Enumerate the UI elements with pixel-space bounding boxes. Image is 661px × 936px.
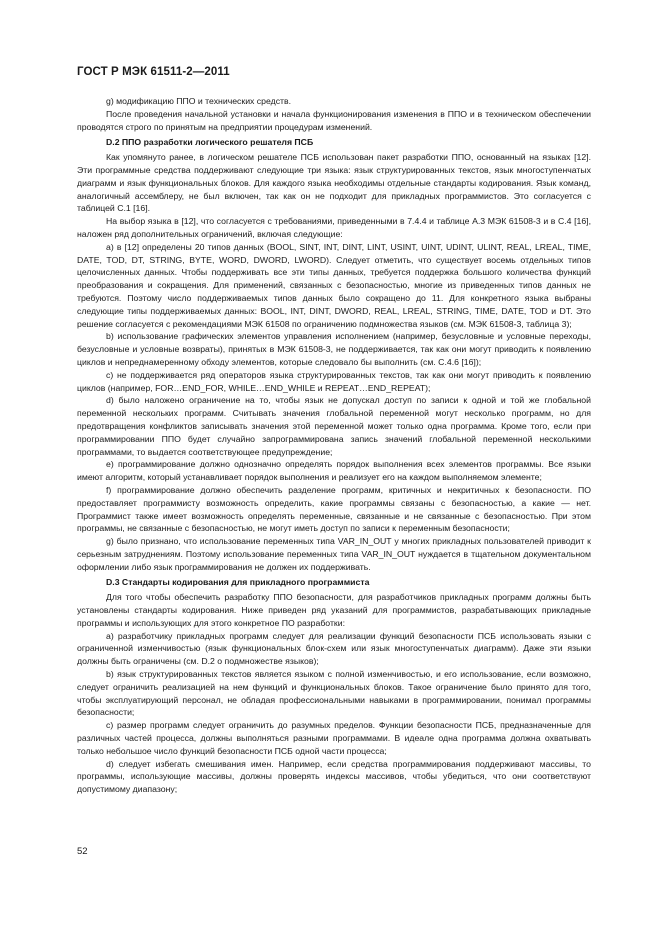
paragraph: g) было признано, что использование переменных типа VAR_IN_OUT у многих прикладных пользователей приводит к серьезным затруднениям. Поэтому использование переменных типа VAR_IN_OUT нуждается в тщательном документальном оформлении либо язык программирования не должен их поддерживать. xyxy=(77,536,591,572)
paragraph: d) следует избегать смешивания имен. Например, если средства программирования поддерживают массивы, то программы, использующие массивы, должны проверять индексы массивов, чтобы убедиться, что они соответствуют допустимому диапазону; xyxy=(77,758,591,795)
paragraph: После проведения начальной установки и начала функционирования изменения в ППО и в техническом обеспечении проводятся строго по принятым на предприятии процедурам изменений. xyxy=(77,108,591,132)
paragraph: d) было наложено ограничение на то, чтобы язык не допускал доступ по записи к одной и той же глобальной переменной нескольких программ. Считывать значения глобальной переменной могут несколько программ, но для предотвращения конфликтов записывать значения этой переменной может только одна программа. Кроме того, если при программировании ППО будет случайно запрограммирована запись значений глобальной переменной несколькими программами, то выдается соответствующее предупреждение; xyxy=(77,395,591,457)
paragraph: Для того чтобы обеспечить разработку ППО безопасности, для разработчиков прикладных программ должны быть установлены стандарты кодирования. Ниже приведен ряд указаний для программистов, разрабатывающих прикладные программы и использующих для этого конкретное ПО разработки: xyxy=(77,592,591,628)
paragraph: g) модификацию ППО и технических средств. xyxy=(106,96,292,106)
paragraph: f) программирование должно обеспечить разделение программ, критичных и некритичных к безопасности. ПО предоставляет программисту возможность определить, какие программы связаны с безопасностью, а какие — нет. Программист также имеет возможность определять переменные, связанные и не связанные с безопасностью. При этом программы, не связанные с безопасностью, не могут иметь доступ по записи к переменным безопасности; xyxy=(77,484,591,534)
document-body xyxy=(77,95,591,796)
section-heading: D.3 Стандарты кодирования для прикладного программиста xyxy=(106,577,370,588)
paragraph: a) в [12] определены 20 типов данных (BOOL, SINT, INT, DINT, LINT, USINT, UINT, UDINT, ULINT, REAL, LREAL, TIME, DATE, TOD, DT, STRING, BYTE, WORD, DWORD, LWORD). Следует отметить, что существует восемь отдельных типов целочисленных данных. Чтобы поддерживать все эти типы данных, требуется поддержка большого количества функций преобразования и сокращения. Для применений, связанных с безопасностью, многие из приведенных типов данных не требуются. Поэтому число поддерживаемых типов данных было сокращено до 11. Для конкретного языка выбраны следующие типы поддерживаемых данных: BOOL, INT, DINT, DWORD, REAL, LREAL, STRING, TIME, DATE, TOD и DT. Это решение согласуется с рекомендациями МЭК 61508 по ограничению подмножества языков (см. МЭК 61508-3, таблица 3); xyxy=(77,241,591,329)
paragraph: b) язык структурированных текстов является языком с полной изменчивостью, и его использование, если возможно, следует ограничить реализацией на нем функций и функциональных блоков. Такое ограничение было принято для того, чтобы эксплуатирующий персонал, не обладая профессиональными навыками в программировании, понимал программы безопасности; xyxy=(77,669,591,718)
paragraph: e) программирование должно однозначно определять порядок выполнения всех элементов программы. Все языки имеют алгоритм, который устанавливает порядок выполнения и реализует его на каждом выполняемом элементе; xyxy=(77,459,591,483)
paragraph: На выбор языка в [12], что согласуется с требованиями, приведенными в 7.4.4 и таблице А.3 МЭК 61508-3 и в С.4 [16], наложен ряд дополнительных ограничений, включая следующие: xyxy=(77,216,591,239)
document-header: ГОСТ Р МЭК 61511-2—2011 xyxy=(77,66,230,78)
section-heading: D.2 ППО разработки логического решателя ПСБ xyxy=(106,137,314,148)
paragraph: Как упомянуто ранее, в логическом решателе ПСБ использован пакет разработки ППО, основанный на языках [12]. Эти программные средства поддерживают следующие три языка: язык структурированных текстов, язык многоступенчатых диаграмм и язык функциональных блоков. Для каждого языка необходимы отдельные стандарты кодирования. Язык команд, аналогичный ассемблеру, не был включен, так как он не подходит для прикладных программистов. Это согласуется с таблицей С.1 [16]. xyxy=(77,152,591,214)
paragraph: b) использование графических элементов управления исполнением (например, безусловные и условные переходы, безусловные и условные возвраты), принятых в МЭК 61508-3, не поддерживается, так как они могут приводить к появлению циклов и непреднамеренному обходу элементов, которые следовало бы выполнить (см. С.4.6 [16]); xyxy=(77,331,591,367)
paragraph: c) размер программ следует ограничить до разумных пределов. Функции безопасности ПСБ, предназначенные для различных частей процесса, должны выполняться разными программами. В идеале одна программа должна охватывать только небольшое число функций безопасности ПСБ одной части процесса; xyxy=(77,720,591,756)
paragraph: a) разработчику прикладных программ следует для реализации функций безопасности ПСБ использовать языки с ограниченной изменчивостью (язык функциональных блок-схем или язык многоступенчатых диаграмм). Даже эти языки должны быть ограничены (см. D.2 о подмножестве языков); xyxy=(77,630,591,667)
page-number: 52 xyxy=(77,846,88,857)
paragraph: c) не поддерживается ряд операторов языка структурированных текстов, так как они могут приводить к появлению циклов (например, FOR…END_FOR, WHILE…END_WHILE и REPEAT…END_REPEAT); xyxy=(77,369,591,393)
